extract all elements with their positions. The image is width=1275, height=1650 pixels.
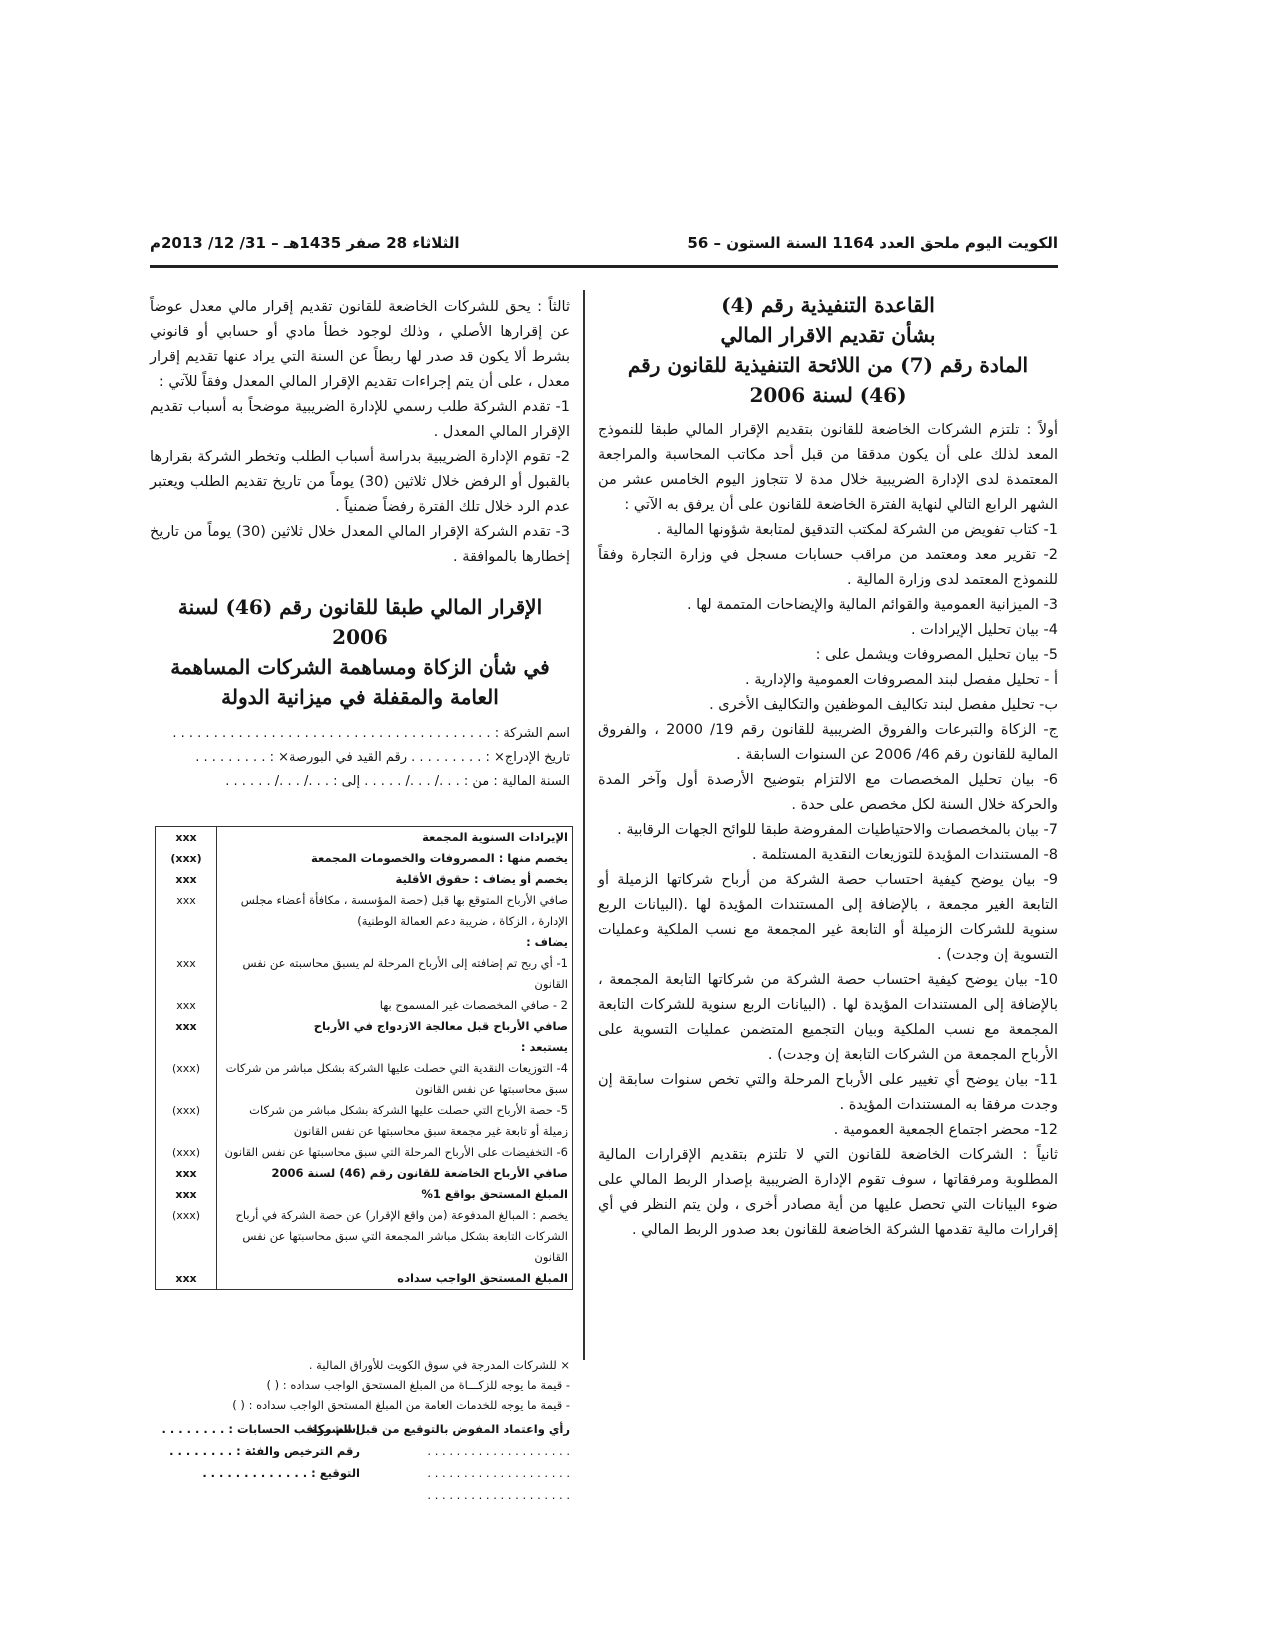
- row-description: 4- التوزيعات النقدية التي حصلت عليها الشركة بشكل مباشر من شركات سبق محاسبتها عن نفس القانون: [217, 1058, 573, 1100]
- page-header: [150, 230, 1058, 260]
- listed-note: × للشركات المدرجة في سوق الكويت للأوراق المالية .: [308, 1358, 570, 1372]
- table-row: [156, 1205, 573, 1268]
- auditor-signature: [150, 1418, 360, 1484]
- list-item: 3- الميزانية العمومية والقوائم المالية والإيضاحات المتممة لها .: [686, 597, 1058, 613]
- form-notes: [150, 1355, 570, 1415]
- rule-title-line: المادة رقم (7) من اللائحة التنفيذية للقانون رقم: [627, 353, 1029, 377]
- table-row: [156, 869, 573, 890]
- table-row: [156, 1016, 573, 1037]
- row-amount: (xxx): [156, 1205, 217, 1268]
- gazette-header-date: الثلاثاء 28 صفر 1435هـ – 31/ 12/ 2013م: [150, 234, 460, 252]
- list-item: 5- بيان تحليل المصروفات ويشمل على :: [815, 647, 1058, 663]
- row-description: يخصم : المبالغ المدفوعة (من واقع الإقرار) عن حصة الشركة في أرباح الشركات التابعة بشكل مباشر المجمعة التي سبق محاسبتها عن نفس القانون: [217, 1205, 573, 1268]
- row-amount: (xxx): [156, 1058, 217, 1100]
- table-row: [156, 1142, 573, 1163]
- list-item: ج- الزكاة والتبرعات والفروق الضريبية للقانون رقم 19/ 2000 ، والفروق المالية للقانون رقم 46/ 2006 عن السنوات السابقة .: [598, 722, 1058, 763]
- row-description: يضاف :: [217, 932, 573, 953]
- table-row: [156, 1163, 573, 1184]
- dotted-line: . . . . . . . . . . . . . . . . . . . .: [427, 1444, 570, 1458]
- row-amount: (xxx): [156, 848, 217, 869]
- third-paragraph: ثالثاً : يحق للشركات الخاضعة للقانون تقديم إقرار مالي معدل عوضاً عن إقرارها الأصلي ، وذلك لوجود خطأ مادي أو حسابي أو قانوني بشرط ألا يكون قد صدر لها ربطاً عن السنة التي يراد عنها تقديم إقرار معدل ، على أن يتم إجراءات تقديم الإقرار المالي المعدل وفقاً للآتي :: [150, 299, 570, 390]
- table-row: [156, 995, 573, 1016]
- table-row: [156, 932, 573, 953]
- table-row: [156, 1184, 573, 1205]
- listing-date-field: تاريخ الإدراج× : . . . . . . . . . رقم القيد في البورصة× : . . . . . . . . .: [195, 750, 570, 765]
- list-item: 1- كتاب تفويض من الشركة لمكتب التدقيق لمتابعة شؤونها المالية .: [656, 522, 1058, 538]
- second-paragraph: ثانياً : الشركات الخاضعة للقانون التي لا تلتزم بتقديم الإقرارات المالية المطلوبة ومرفقاتها ، سوف تقوم الإدارة الضريبية بإصدار الربط المالي على ضوء البيانات التي تحصل عليها من أية مصادر أخرى ، ولن يتم النظر في أي إقرارات مالية تقدمها الشركة الخاضعة للقانون بعد صدور الربط المالي .: [598, 1147, 1058, 1238]
- list-item: 2- تقرير معد ومعتمد من مراقب حسابات مسجل في وزارة التجارة وفقاً للنموذج المعتمد لدى وزارة المالية .: [598, 547, 1058, 588]
- rule-title-line: بشأن تقديم الاقرار المالي: [720, 323, 936, 347]
- row-description: 2 - صافي المخصصات غير المسموح بها: [217, 995, 573, 1016]
- form-title-line: الإقرار المالي طبقا للقانون رقم (46) لسنة 2006: [177, 595, 543, 649]
- dotted-line: . . . . . . . . . . . . . . . . . . . .: [427, 1488, 570, 1502]
- company-name-field: اسم الشركة : . . . . . . . . . . . . . . . . . . . . . . . . . . . . . . . . . . . . . . .: [172, 726, 570, 741]
- table-row: [156, 1058, 573, 1100]
- row-amount: (xxx): [156, 1142, 217, 1163]
- row-amount: xxx: [156, 953, 217, 995]
- row-description: 5- حصة الأرباح التي حصلت عليها الشركة بشكل مباشر من شركات زميلة أو تابعة غير مجمعة سبق محاسبتها عن نفس القانون: [217, 1100, 573, 1142]
- row-amount: xxx: [156, 995, 217, 1016]
- row-amount: xxx: [156, 869, 217, 890]
- fiscal-year-field: السنة المالية : من : . . ./ . . ./ . . . . . إلى : . . ./ . . ./ . . . . . .: [225, 774, 570, 789]
- services-note: - قيمة ما يوجه للخدمات العامة من المبلغ المستحق الواجب سداده : ( ): [232, 1398, 570, 1412]
- row-amount: xxx: [156, 1163, 217, 1184]
- header-divider: [150, 265, 1058, 268]
- form-title-line: العامة والمقفلة في ميزانية الدولة: [221, 685, 499, 709]
- list-item: 12- محضر اجتماع الجمعية العمومية .: [833, 1122, 1058, 1138]
- table-row: [156, 827, 573, 849]
- row-description: يخصم منها : المصروفات والخصومات المجمعة: [217, 848, 573, 869]
- row-description: صافي الأرباح قبل معالجة الازدواج في الأرباح: [217, 1016, 573, 1037]
- opinion-label: رأي واعتماد المفوض بالتوقيع من قبل الشركة: [310, 1422, 570, 1436]
- license-field: رقم الترخيص والفئة : . . . . . . . .: [169, 1444, 360, 1458]
- row-amount: xxx: [156, 1268, 217, 1290]
- rule-column: [598, 290, 1058, 1243]
- first-paragraph: أولاً : تلتزم الشركات الخاضعة للقانون بتقديم الإقرار المالي طبقا للنموذج المعد لذلك على أن يكون مدققا من قبل أحد مكاتب المحاسبة والمراجعة المعتمدة لدى الإدارة الضريبية خلال مدة لا تتجاوز اليوم الخامس عشر من الشهر الرابع التالي لنهاية الفترة الخاضعة للقانون على أن يرفق به الآتي :: [598, 422, 1058, 513]
- row-description: المبلغ المستحق بواقع 1%: [217, 1184, 573, 1205]
- row-amount: xxx: [156, 1184, 217, 1205]
- row-amount: xxx: [156, 827, 217, 849]
- dotted-line: . . . . . . . . . . . . . . . . . . . .: [427, 1466, 570, 1480]
- form-title-line: في شأن الزكاة ومساهمة الشركات المساهمة: [170, 655, 550, 679]
- gazette-header-title: الكويت اليوم ملحق العدد 1164 السنة الستون – 56: [687, 234, 1058, 252]
- row-description: 1- أي ربح تم إضافته إلى الأرباح المرحلة لم يسبق محاسبته عن نفس القانون: [217, 953, 573, 995]
- list-item: 11- بيان يوضح أي تغيير على الأرباح المرحلة والتي تخص سنوات سابقة إن وجدت مرفقا به المستندات المؤيدة .: [598, 1072, 1058, 1113]
- row-description: صافي الأرباح الخاضعة للقانون رقم (46) لسنة 2006: [217, 1163, 573, 1184]
- list-item: أ - تحليل مفصل لبند المصروفات العمومية والإدارية .: [745, 672, 1058, 688]
- financial-declaration-table: [155, 826, 573, 1290]
- list-item: 8- المستندات المؤيدة للتوزيعات النقدية المستلمة .: [752, 847, 1058, 863]
- rule-title: [598, 290, 1058, 410]
- form-title: [150, 592, 570, 712]
- list-item: 9- بيان يوضح كيفية احتساب حصة الشركة من أرباح شركاتها الزميلة أو التابعة الغير مجمعة ، بالإضافة إلى المستندات المؤيدة لها .(البيانات الربع سنوية للشركات الزميلة أو التابعة غير المجمعة مع نسب الملكية وعمليات التسوية إن وجدت) .: [598, 872, 1058, 963]
- row-description: الإيرادات السنوية المجمعة: [217, 827, 573, 849]
- rule-title-line: القاعدة التنفيذية رقم (4): [721, 293, 935, 317]
- row-description: يستبعد :: [217, 1037, 573, 1058]
- row-amount: [156, 1037, 217, 1058]
- zakat-note: - قيمة ما يوجه للزكـــاة من المبلغ المستحق الواجب سداده : ( ): [266, 1378, 570, 1392]
- row-amount: [156, 932, 217, 953]
- row-amount: (xxx): [156, 1100, 217, 1142]
- list-item: 4- بيان تحليل الإيرادات .: [910, 622, 1058, 638]
- list-item: ب- تحليل مفصل لبند تكاليف الموظفين والتكاليف الأخرى .: [709, 697, 1058, 713]
- amendment-column: [150, 295, 570, 794]
- row-amount: xxx: [156, 890, 217, 932]
- rule-title-line: (46) لسنة 2006: [749, 383, 907, 407]
- table-row: [156, 1268, 573, 1290]
- list-item: 1- تقدم الشركة طلب رسمي للإدارة الضريبية موضحاً به أسباب تقديم الإقرار المالي المعدل .: [150, 399, 570, 440]
- list-item: 2- تقوم الإدارة الضريبية بدراسة أسباب الطلب وتخطر الشركة بقرارها بالقبول أو الرفض خلال ثلاثين (30) يوماً من تاريخ تقديم الطلب ويعتبر عدم الرد خلال تلك الفترة رفضاً ضمنياً .: [150, 449, 570, 515]
- table-row: [156, 848, 573, 869]
- column-divider: [583, 290, 585, 1360]
- signature-field: التوقيع : . . . . . . . . . . . . .: [202, 1466, 360, 1480]
- list-item: 10- بيان يوضح كيفية احتساب حصة الشركة من شركاتها التابعة المجمعة ، بالإضافة إلى المستندات المؤيدة لها . (البيانات الربع سنوية للشركات التابعة المجمعة مع نسب الملكية وبيان التجميع المتضمن عمليات التسوية على الأرباح المجمعة من الشركات التابعة إن وجدت) .: [598, 972, 1058, 1063]
- list-item: 6- بيان تحليل المخصصات مع الالتزام بتوضيح الأرصدة أول وآخر المدة والحركة خلال السنة لكل مخصص على حدة .: [598, 772, 1058, 813]
- row-description: صافي الأرباح المتوقع بها قبل (حصة المؤسسة ، مكافأة أعضاء مجلس الإدارة ، الزكاة ، ضريبة دعم العمالة الوطنية): [217, 890, 573, 932]
- table-row: [156, 1100, 573, 1142]
- list-item: 3- تقدم الشركة الإقرار المالي المعدل خلال ثلاثين (30) يوماً من تاريخ إخطارها بالموافقة .: [150, 524, 570, 565]
- row-amount: xxx: [156, 1016, 217, 1037]
- list-item: 7- بيان بالمخصصات والاحتياطيات المفروضة طبقا للوائح الجهات الرقابية .: [617, 822, 1058, 838]
- row-description: 6- التخفيضات على الأرباح المرحلة التي سبق محاسبتها عن نفس القانون: [217, 1142, 573, 1163]
- table-row: [156, 890, 573, 932]
- auditor-name-field: اسم مراقب الحسابات : . . . . . . . .: [161, 1422, 360, 1436]
- company-signature: [310, 1418, 570, 1506]
- table-row: [156, 1037, 573, 1058]
- table-row: [156, 953, 573, 995]
- row-description: المبلغ المستحق الواجب سداده: [217, 1268, 573, 1290]
- row-description: يخصم أو يضاف : حقوق الأقلية: [217, 869, 573, 890]
